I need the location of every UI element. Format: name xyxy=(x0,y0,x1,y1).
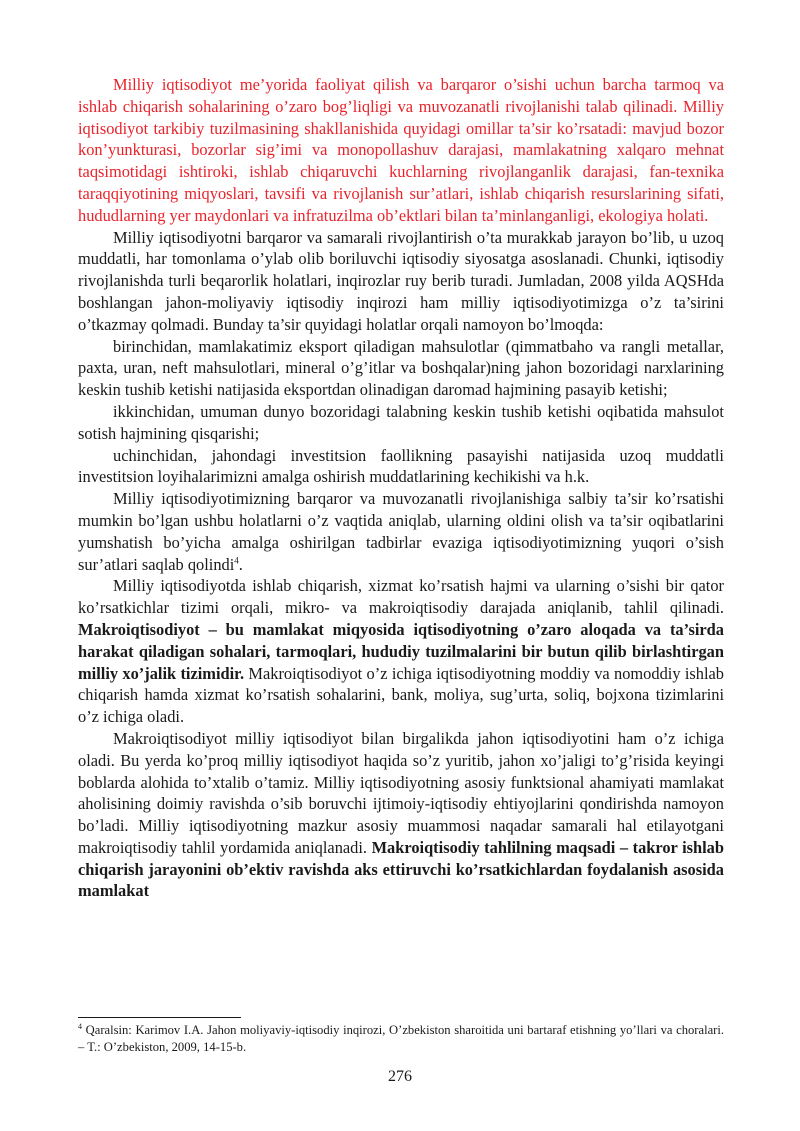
paragraph-macroeconomics-definition xyxy=(78,575,724,728)
paragraph-macro-analysis xyxy=(78,728,724,902)
paragraph-growth-rates xyxy=(78,488,724,575)
paragraph-thirdly: uchinchidan, jahondagi investitsion faollikning pasayishi natijasida uzoq muddatli investitsion loyihalarimizni amalga oshirish muddatlarining kechikishi va h.k. xyxy=(78,445,724,487)
macroeconomics-definition-bold: Makroiqtisodiyot – bu mamlakat miqyosida iqtisodiyotning o’zaro aloqada va ta’sirda harakat qiladigan sohalari, tarmoqlari, hududiy tuzilmalarini bir butun qilib birlashtirgan milliy xo’jalik tizimidir. xyxy=(78,619,724,683)
footnote-number: 4 xyxy=(78,1021,82,1031)
paragraph-macro-intro: Milliy iqtisodiyotda ishlab chiqarish, xizmat ko’rsatish hajmi va ularning o’sishi bir qator ko’rsatkichlar tizimi orqali, mikro- va makroiqtisodiy darajada aniqlanib, tahlil qilinadi. xyxy=(78,576,724,618)
paragraph-secondly: ikkinchidan, umuman dunyo bozoridagi talabning keskin tushib ketishi oqibatida mahsulot sotish hajmining qisqarishi; xyxy=(78,401,724,443)
paragraph-growth-rates-text: Milliy iqtisodiyotimizning barqaror va muvozanatli rivojlanishiga salbiy ta’sir ko’rsatishi mumkin bo’lgan ushbu holatlarni o’z vaqtida aniqlab, ularning oldini olish va ta’sir oqibatlarini yumshatish bo’yicha amalga oshirilgan tadbirlar evaziga iqtisodiyotimizning yuqori o’sish sur’atlari saqlab qolindi xyxy=(78,489,724,574)
paragraph-economic-stability: Milliy iqtisodiyotni barqaror va samarali rivojlantirish o’ta murakkab jarayon bo’lib, u uzoq muddatli, har tomonlama o’ylab olib boriluvchi iqtisodiy siyosatga asoslanadi. Chunki, iqtisodiy rivojlanishda turli beqarorlik holatlari, inqirozlar ruy berib turadi. Jumladan, 2008 yilda AQSHda boshlangan jahon-moliyaviy iqtisodiy inqirozi ham milliy iqtisodiyotimizga o’z ta’sirini o’tkazmay qolmadi. Bunday ta’sir quyidagi holatlar orqali namoyon bo’lmoqda: xyxy=(78,227,724,334)
page-number: 276 xyxy=(388,1068,412,1085)
paragraph-macro-analysis-text: Makroiqtisodiyot milliy iqtisodiyot bilan birgalikda jahon iqtisodiyotini ham o’z ichiga oladi. Bu yerda ko’proq milliy iqtisodiyot haqida so’z yuritib, jahon xo’jaligi to’g’risida keyingi boblarda alohida to’xtalib o’tamiz. Milliy iqtisodiyotning asosiy funktsional ahamiyati mamlakat aholisining doimiy ravishda o’sib boruvchi ijtimoiy-iqtisodiy ehtiyojlarini qondirishda namoyon bo’ladi. Milliy iqtisodiyotning mazkur asosiy muammosi naqadar samarali hal etilayotgani makroiqtisodiy tahlil yordamida aniqlanadi. xyxy=(78,728,724,857)
paragraph-firstly: birinchidan, mamlakatimiz eksport qiladigan mahsulotlar (qimmatbaho va rangli metallar, paxta, uran, neft mahsulotlari, mineral o’g’itlar va boshqalar)ning jahon bozoridagi narxlarining keskin tushib ketishi natijasida eksportdan olinadigan daromad hajmining pasayib ketishi; xyxy=(78,336,724,400)
paragraph-growth-rates-end: . xyxy=(238,554,243,574)
footnote-text: Qaralsin: Karimov I.A. Jahon moliyaviy-iqtisodiy inqirozi, O’zbekiston sharoitida uni bartaraf etishning yo’llari va choralari. – T.: O’zbekiston, 2009, 14-15-b. xyxy=(78,1023,724,1054)
paragraph-macro-outro: Makroiqtisodiyot o’z ichiga iqtisodiyotning moddiy va nomoddiy ishlab chiqarish hamda xizmat ko’rsatish sohalarini, bank, moliya, sug’urta, soliq, bojxona tizimlarini o’z ichiga oladi. xyxy=(78,663,725,727)
footnote xyxy=(78,1022,724,1056)
page-body xyxy=(78,74,724,902)
macro-analysis-purpose-bold: Makroiqtisodiy tahlilning maqsadi – takror ishlab chiqarish jarayonini ob’ektiv ravishda aks ettiruvchi ko’rsatkichlardan foydalanish asosida mamlakat xyxy=(78,837,724,901)
footnote-reference[interactable]: 4 xyxy=(234,555,239,566)
footnote-separator xyxy=(78,1017,241,1018)
intro-paragraph-highlighted: Milliy iqtisodiyot me’yorida faoliyat qilish va barqaror o’sishi uchun barcha tarmoq va ishlab chiqarish sohalarining o’zaro bog’liqligi va muvozanatli rivojlanishi talab qilinadi. Milliy iqtisodiyot tarkibiy tuzilmasining shakllanishida quyidagi omillar ta’sir ko’rsatadi: mavjud bozor kon’yunkturasi, bozorlar sig’imi va monopollashuv darajasi, mamlakatning xalqaro mehnat taqsimotidagi ishtiroki, ishlab chiqaruvchi kuchlarning rivojlanganlik darajasi, fan-texnika taraqqiyotining miqyoslari, tavsifi va rivojlanish sur’atlari, ishlab chiqarish resurslarining sifati, hududlarning yer maydonlari va infratuzilma ob’ektlari bilan ta’minlanganligi, ekologiya holati. xyxy=(78,75,724,225)
